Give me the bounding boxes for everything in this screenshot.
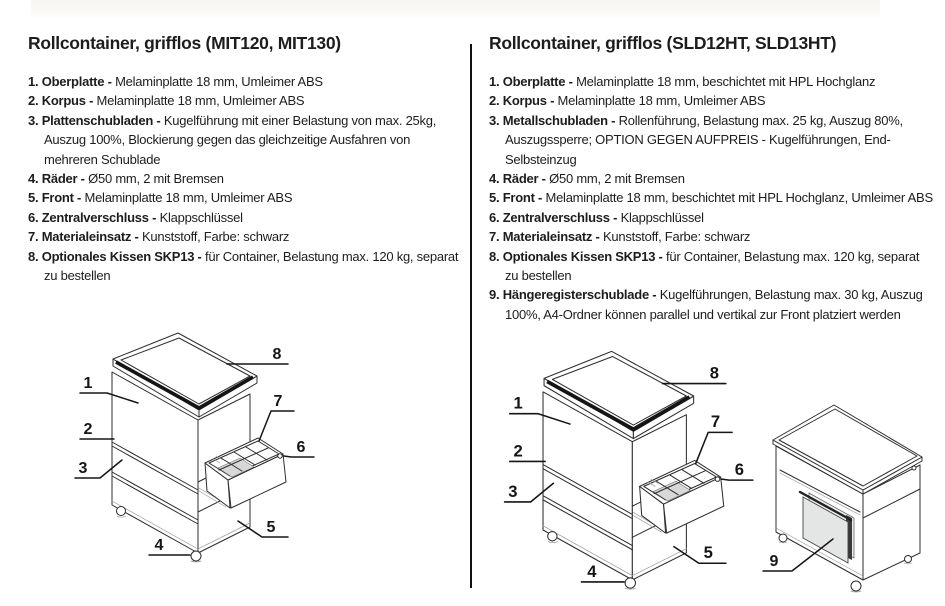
spec-desc: Klappschlüssel (159, 209, 243, 225)
spec-item (489, 208, 935, 227)
spec-item (489, 188, 935, 207)
spec-number: 5. (489, 190, 500, 206)
spec-number: 2. (489, 93, 500, 109)
top-band (31, 0, 880, 17)
spec-desc: Melaminplatte 18 mm, Umleimer ABS (557, 93, 766, 109)
spec-number: 7. (489, 229, 500, 245)
spec-item (28, 227, 461, 246)
callout-4: 4 (587, 561, 597, 581)
spec-item (28, 169, 461, 188)
callout-8: 8 (272, 346, 282, 363)
column-divider (470, 44, 472, 588)
left-section-title: Rollcontainer, grifflos (MIT120, MIT130) (28, 33, 341, 53)
spec-item (28, 188, 461, 207)
caster-icon (548, 532, 557, 541)
spec-term: Materialeinsatz - (41, 229, 139, 245)
spec-desc: Kunststoff, Farbe: schwarz (142, 229, 290, 245)
spec-term: Korpus - (41, 93, 94, 109)
callout-2: 2 (83, 421, 93, 438)
spec-desc: Klappschlüssel (620, 209, 704, 225)
spec-number: 8. (489, 248, 500, 264)
callout-6: 6 (296, 439, 306, 456)
callout-2: 2 (513, 441, 523, 461)
spec-number: 4. (28, 171, 39, 187)
callout-9: 9 (769, 553, 779, 570)
left-column (28, 33, 461, 285)
spec-term: Räder - (41, 171, 85, 187)
spec-term: Oberplatte - (41, 74, 112, 89)
spec-number: 7. (28, 229, 39, 245)
callout-6: 6 (734, 459, 744, 479)
callout-3: 3 (78, 460, 88, 477)
callout-7: 7 (710, 412, 721, 432)
spec-desc: für Container, Belastung max. 120 kg, separat zu bestellen (44, 248, 459, 284)
spec-desc: Kunststoff, Farbe: schwarz (603, 229, 751, 245)
spec-term: Zentralverschluss - (502, 209, 618, 225)
spec-desc: Kugelführungen, Belastung max. 30 kg, Auszug 100%, A4-Ordner können parallel und vertikal zur Front platziert werden (505, 287, 923, 322)
spec-desc: Kugelführung mit einer Belastung von max. 25kg, Auszug 100%, Blockierung gegen das gleichzeitige Ausfahren von mehreren Schublade (44, 112, 437, 167)
spec-term: Front - (502, 190, 543, 206)
callout-5: 5 (266, 519, 276, 536)
callout-8: 8 (709, 363, 720, 383)
spec-number: 3. (28, 112, 39, 128)
spec-term: Materialeinsatz - (502, 229, 600, 245)
spec-desc: Ø50 mm, 2 mit Bremsen (549, 171, 685, 187)
spec-term: Oberplatte - (502, 74, 573, 89)
spec-term: Korpus - (502, 93, 555, 109)
spec-desc: Ø50 mm, 2 mit Bremsen (88, 171, 224, 187)
spec-term: Front - (41, 190, 82, 206)
caster-icon (779, 534, 787, 542)
caster-icon (851, 581, 861, 591)
right-column (489, 33, 935, 324)
lock-icon (715, 477, 720, 482)
callout-1: 1 (83, 375, 93, 392)
spec-number: 2. (28, 93, 39, 109)
spec-term: Plattenschubladen - (41, 112, 161, 128)
spec-item (28, 91, 461, 110)
caster-icon (191, 551, 201, 561)
spec-item (489, 111, 935, 169)
spec-item (489, 91, 935, 110)
spec-item (28, 247, 461, 286)
spec-item (489, 72, 935, 91)
lock-icon (278, 454, 282, 458)
callout-5: 5 (703, 543, 713, 563)
spec-desc: Rollenführung, Belastung max. 25 kg, Auszug 80%, Auszugssperre; OPTION GEGEN AUFPREIS - Kugelführungen, End-Selbsteinzug (505, 112, 903, 167)
spec-desc: Melaminplatte 18 mm, Umleimer ABS (84, 190, 293, 206)
spec-desc: Melaminplatte 18 mm, Umleimer ABS (96, 93, 305, 109)
left-spec-list (28, 72, 461, 285)
spec-number: 5. (28, 190, 39, 206)
callout-7: 7 (273, 393, 283, 410)
spec-number: 1. (28, 74, 39, 89)
spec-item (489, 227, 935, 246)
spec-term: Optionales Kissen SKP13 - (502, 248, 663, 264)
callout-1: 1 (513, 393, 523, 413)
spec-item (28, 111, 461, 169)
spec-item (489, 285, 935, 324)
spec-number: 6. (28, 209, 39, 225)
spec-number: 4. (489, 171, 500, 187)
spec-item (489, 247, 935, 286)
hanging-file-drawing (740, 390, 945, 606)
spec-term: Hängeregisterschublade - (502, 287, 657, 303)
spec-item (489, 169, 935, 188)
spec-desc: Melaminplatte 18 mm, beschichtet mit HPL Hochglanz (576, 74, 876, 89)
caster-icon (117, 507, 126, 516)
spec-term: Zentralverschluss - (41, 209, 157, 225)
spec-desc: Melaminplatte 18 mm, beschichtet mit HPL Hochglanz, Umleimer ABS (545, 190, 933, 206)
callout-4: 4 (154, 537, 164, 554)
spec-term: Optionales Kissen SKP13 - (41, 248, 202, 264)
spec-desc: für Container, Belastung max. 120 kg, separat zu bestellen (505, 248, 920, 284)
spec-term: Metallschubladen - (502, 112, 616, 128)
caster-icon (625, 578, 635, 588)
spec-number: 8. (28, 248, 39, 264)
cabinet-drawing-mit (60, 330, 395, 602)
callout-3: 3 (508, 481, 518, 501)
right-section-title: Rollcontainer, grifflos (SLD12HT, SLD13HT) (489, 33, 837, 53)
spec-term: Räder - (502, 171, 546, 187)
spec-number: 9. (489, 287, 500, 303)
caster-icon (905, 556, 912, 563)
spec-desc: Melaminplatte 18 mm, Umleimer ABS (115, 74, 323, 89)
spec-number: 1. (489, 74, 500, 89)
spec-number: 6. (489, 209, 500, 225)
spec-number: 3. (489, 112, 500, 128)
spec-item (28, 208, 461, 227)
right-spec-list (489, 72, 935, 324)
spec-item (28, 72, 461, 91)
